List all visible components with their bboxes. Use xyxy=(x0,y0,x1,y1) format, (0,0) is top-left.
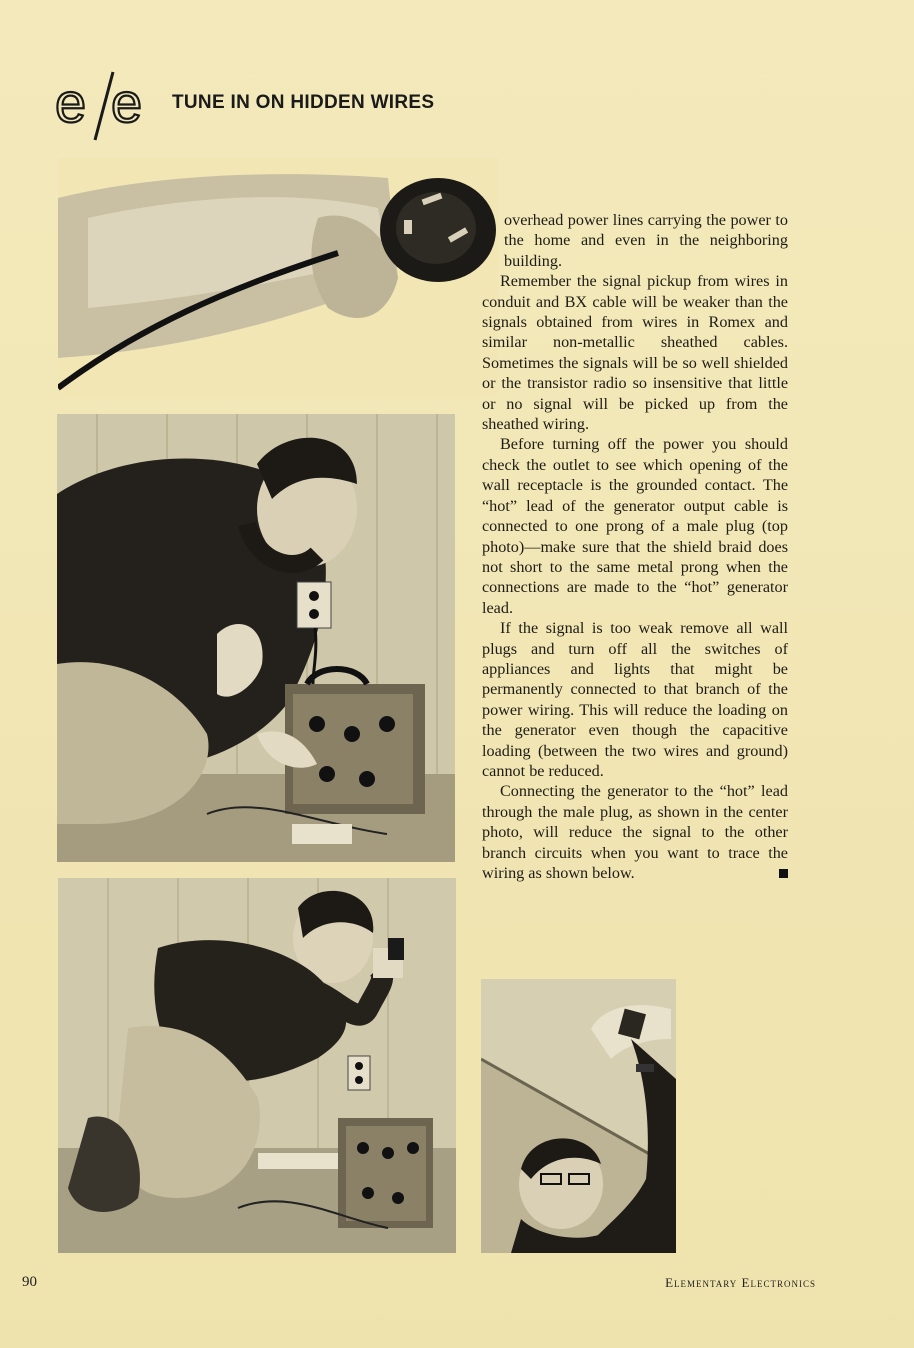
photo-tracing-ceiling-wiring xyxy=(481,979,676,1253)
article-paragraph: Before turning off the power you should check the outlet to see which opening of the wall receptacle is the grounded contact. The “hot” lead of the generator output cable is connected to one prong of a male plug (top photo)—make sure that the shield braid does not short to the same metal prong when the connections are made to the “hot” generator lead. xyxy=(482,435,788,617)
photo-man-holding-radio xyxy=(58,878,456,1253)
photo-man-kneeling-at-outlet xyxy=(57,414,455,862)
end-of-article-mark xyxy=(779,869,788,878)
article-paragraph: If the signal is too weak remove all wall plugs and turn off all the switches of appliances and lights that might be permanently connected to that branch of the power wiring. This will reduce the loading on the generator even though the capacitive loading (between the two wires and ground) cannot be reduced. xyxy=(482,619,788,780)
article-paragraph: Remember the signal pickup from wires in conduit and BX cable will be weaker than the signals obtained from wires in Romex and similar non-metallic sheathed cables. Sometimes the signals will be so well shielded or the transistor radio so insensitive that little or no signal will be picked up from the sheathed wiring. xyxy=(482,272,788,434)
svg-text:e: e xyxy=(111,71,143,134)
article-headline: TUNE IN ON HIDDEN WIRES xyxy=(172,92,435,113)
article-body xyxy=(482,210,788,883)
publication-name: Elementary Electronics xyxy=(665,1275,816,1290)
svg-text:e: e xyxy=(55,71,87,134)
magazine-logo xyxy=(55,60,160,145)
article-paragraph-text: Connecting the generator to the “hot” lead through the male plug, as shown in the center photo, will reduce the signal to the other branch circuits when you want to trace the wiring as shown below. xyxy=(482,782,788,882)
page-number: 90 xyxy=(22,1274,37,1290)
article-paragraph: overhead power lines carrying the power to the home and even in the neighboring building. xyxy=(504,211,788,270)
article-paragraph-final xyxy=(482,781,788,883)
photo-hand-holding-plug xyxy=(58,158,498,398)
